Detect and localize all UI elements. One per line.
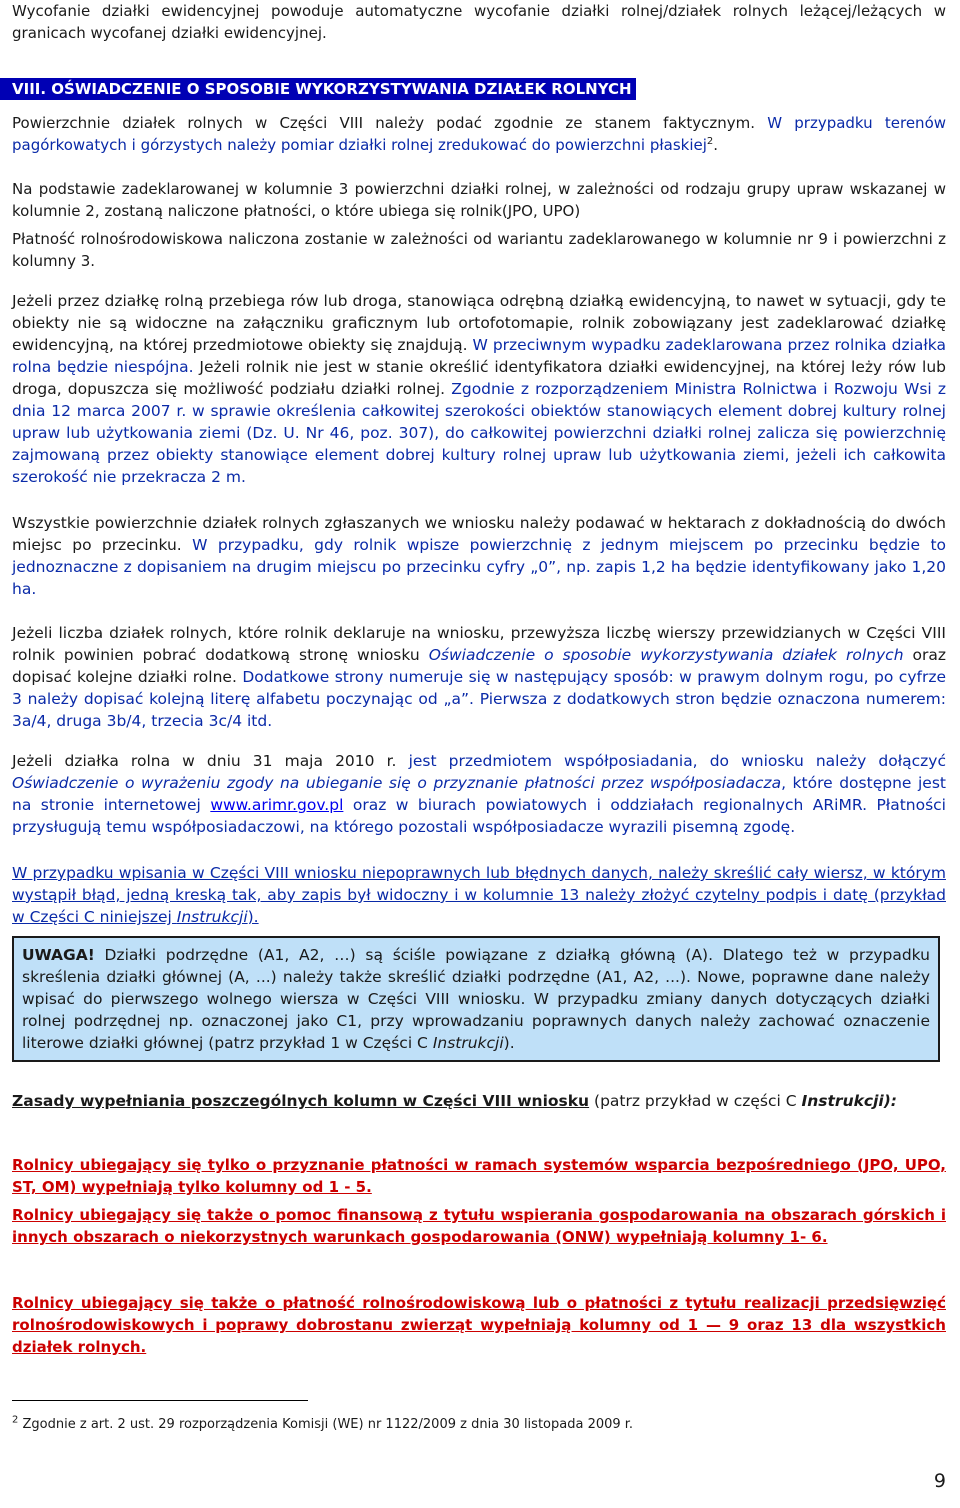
p6-text-b: oraz dopisać kolejne działki rolne. <box>12 646 946 686</box>
paragraph-co-ownership <box>12 750 946 838</box>
paragraph-corrections <box>12 862 946 928</box>
rules-heading <box>12 1090 946 1112</box>
paragraph-payments: Na podstawie zadeklarowanej w kolumnie 3 powierzchni działki rolnej, w zależności od rodzaju grupy upraw wskazanej w kolumnie 2, zostaną naliczone płatności, o które ubiega się rolnik(JPO, UPO) <box>12 180 946 220</box>
rules-instrukcji: Instrukcji): <box>801 1092 898 1110</box>
paragraph-ditch-road <box>12 290 946 488</box>
section-heading-bar <box>0 78 636 100</box>
section-heading <box>0 78 946 100</box>
p5-text-a: Wszystkie powierzchnie działek rolnych zgłaszanych we wniosku należy podawać w hektarach z dokładnością do dwóch miejsc po przecinku. <box>12 514 946 554</box>
p4-text-c: Jeżeli rolnik nie jest w stanie określić identyfikatora działki ewidencyjnej, na której leży rów lub droga, dopuszcza się możliwość podziału działki rolnej. <box>12 358 946 398</box>
p7-text-a: Jeżeli działka rolna w dniu 31 maja 2010 r. <box>12 752 409 770</box>
p1-text-a: Powierzchnie działek rolnych w Części VIII należy podać zgodnie ze stanem faktycznym. <box>12 114 768 132</box>
p1-text-b: W przypadku terenów pagórkowatych i górzystych należy pomiar działki rolnej zredukować do powierzchni płaskiej <box>12 114 947 154</box>
p5-text-b: W przypadku, gdy rolnik wpisze powierzchnię z jednym miejscem po przecinku będzie to jednoznaczne z dopisaniem na drugim miejscu po przecinku cyfry „0”, np. zapis 1,2 ha będzie identyfikowany jako 1,20 ha. <box>12 536 947 598</box>
p7-text-b: jest przedmiotem współposiadania, do wniosku należy dołączyć <box>408 752 946 770</box>
callout-text <box>22 944 930 1054</box>
p6-text-c: Dodatkowe strony numeruje się w następujący sposób: w prawym dolnym rogu, po cyfrze 3 należy dopisać kolejną literę alfabetu poczynając od „a”. Pierwsza z dodatkowych stron będzie oznaczona numerem: 3a/4, druga 3b/4, trzecia 3c/4 itd. <box>12 668 946 730</box>
rules-text: (patrz przykład w części C <box>589 1092 802 1110</box>
footnote-separator <box>12 1400 308 1401</box>
p7-text-d: oraz w biurach powiatowych i oddziałach regionalnych ARiMR. Płatności przysługują temu współposiadaczowi, na którego pozostali współposiadacze wyrazili pisemną zgodę. <box>12 796 946 836</box>
p7-form-title: Oświadczenie o wyrażeniu zgody na ubieganie się o przyznanie płatności przez współposiadacza <box>12 774 782 792</box>
paragraph-hectares <box>12 512 946 600</box>
arimr-link[interactable]: www.arimr.gov.pl <box>210 796 344 814</box>
p8-text-b: ). <box>247 908 259 926</box>
footnote <box>12 1416 633 1434</box>
p4-text-b: W przeciwnym wypadku zadeklarowana przez rolnika działka rolna będzie niespójna. <box>12 336 946 376</box>
p8-instrukcji: Instrukcji <box>176 908 248 926</box>
p6-form-title: Oświadczenie o sposobie wykorzystywania działek rolnych <box>428 646 904 664</box>
paragraph-agri-env: Płatność rolnośrodowiskowa naliczona zostanie w zależności od wariantu zadeklarowanego w kolumnie nr 9 i powierzchni z kolumny 3. <box>12 230 946 270</box>
callout-label: UWAGA! <box>22 946 95 964</box>
p4-text-a: Jeżeli przez działkę rolną przebiega rów lub droga, stanowiąca odrębną działką ewidencyjną, to nawet w sytuacji, gdy te obiekty nie są widoczne na załączniku graficznym lub ortofotomapie, rolnik zobowiązany jest zadeklarować działkę ewidencyjną, na której przedmiotowe obiekty się znajdują. <box>12 292 946 354</box>
rule-agri-environment: Rolnicy ubiegający się także o płatność rolnośrodowiskową lub o płatności z tytułu realizacji przedsięwzięć rolnośrodowiskowych i poprawy dobrostanu zwierząt wypełniają kolumny od 1 — 9 oraz 13 dla wszystkich działek rolnych. <box>12 1294 946 1356</box>
rules-title: Zasady wypełniania poszczególnych kolumn w Części VIII wniosku <box>12 1092 590 1110</box>
p8-text-a: W przypadku wpisania w Części VIII wniosku niepoprawnych lub błędnych danych, należy skreślić cały wiersz, w którym wystąpił błąd, jedną kreską tak, aby zapis był widoczny i w kolumnie 13 należy złożyć czytelny podpis i datę (przykład w Części C niniejszej <box>12 864 946 926</box>
callout-body: Działki podrzędne (A1, A2, …) są ściśle powiązane z działką główną (A). Dlatego też w przypadku skreślenia działki głównej (A, ...) należy także skreślić działki podrzędne (A1, A2, ...). Nowe, poprawne dane należy wpisać do pierwszego wolnego wiersza w Części VIII wniosku. W przypadku zmiany danych dotyczących działki rolnej podrzędnej np. oznaczonej jako C1, przy wprowadzaniu poprawnych danych należy zachować oznaczenie literowe działki głównej (patrz przykład 1 w Części C <box>22 946 930 1052</box>
rule-direct-payments: Rolnicy ubiegający się tylko o przyznanie płatności w ramach systemów wsparcia bezpośredniego (JPO, UPO, ST, OM) wypełniają tylko kolumny od 1 - 5. <box>12 1156 946 1196</box>
footnote-ref[interactable]: 2 <box>706 136 714 147</box>
page-number: 9 <box>933 1470 946 1492</box>
p4-text-d: Zgodnie z rozporządzeniem Ministra Rolnictwa i Rozwoju Wsi z dnia 12 marca 2007 r. w sprawie określenia całkowitej szerokości obiektów stanowiących element dobrej kultury rolnej upraw lub użytkowania ziemi (Dz. U. Nr 46, poz. 307), do całkowitej powierzchni działki rolnej zalicza się powierzchnię zajmowaną przez obiekty stanowiące element dobrej kultury rolnej upraw lub użytkowania ziemi, jeżeli ich całkowita szerokość nie przekracza 2 m. <box>12 380 946 486</box>
paragraph-additional-pages <box>12 622 946 732</box>
warning-callout <box>12 936 940 1062</box>
intro-paragraph: Wycofanie działki ewidencyjnej powoduje automatyczne wycofanie działki rolnej/działek rolnych leżącej/leżących w granicach wycofanej działki ewidencyjnej. <box>12 2 946 42</box>
p6-text-a: Jeżeli liczba działek rolnych, które rolnik deklaruje na wniosku, przewyższa liczbę wierszy przewidzianych w Części VIII rolnik powinien pobrać dodatkową stronę wniosku <box>12 624 946 664</box>
p7-text-c: , które dostępne jest na stronie internetowej <box>12 774 946 814</box>
paragraph-surface <box>12 112 946 156</box>
p1-end: . <box>713 136 719 154</box>
section-heading-text: VIII. OŚWIADCZENIE O SPOSOBIE WYKORZYSTYWANIA DZIAŁEK ROLNYCH <box>12 80 632 98</box>
callout-end: ). <box>503 1034 515 1052</box>
footnote-number: 2 <box>12 1414 19 1426</box>
footnote-text: Zgodnie z art. 2 ust. 29 rozporządzenia Komisji (WE) nr 1122/2009 z dnia 30 listopada 2009 r. <box>22 1417 634 1432</box>
rule-onw: Rolnicy ubiegający się także o pomoc finansową z tytułu wspierania gospodarowania na obszarach górskich i innych obszarach o niekorzystnych warunkach gospodarowania (ONW) wypełniają kolumny 1- 6. <box>12 1206 946 1246</box>
callout-instrukcji: Instrukcji <box>432 1034 504 1052</box>
